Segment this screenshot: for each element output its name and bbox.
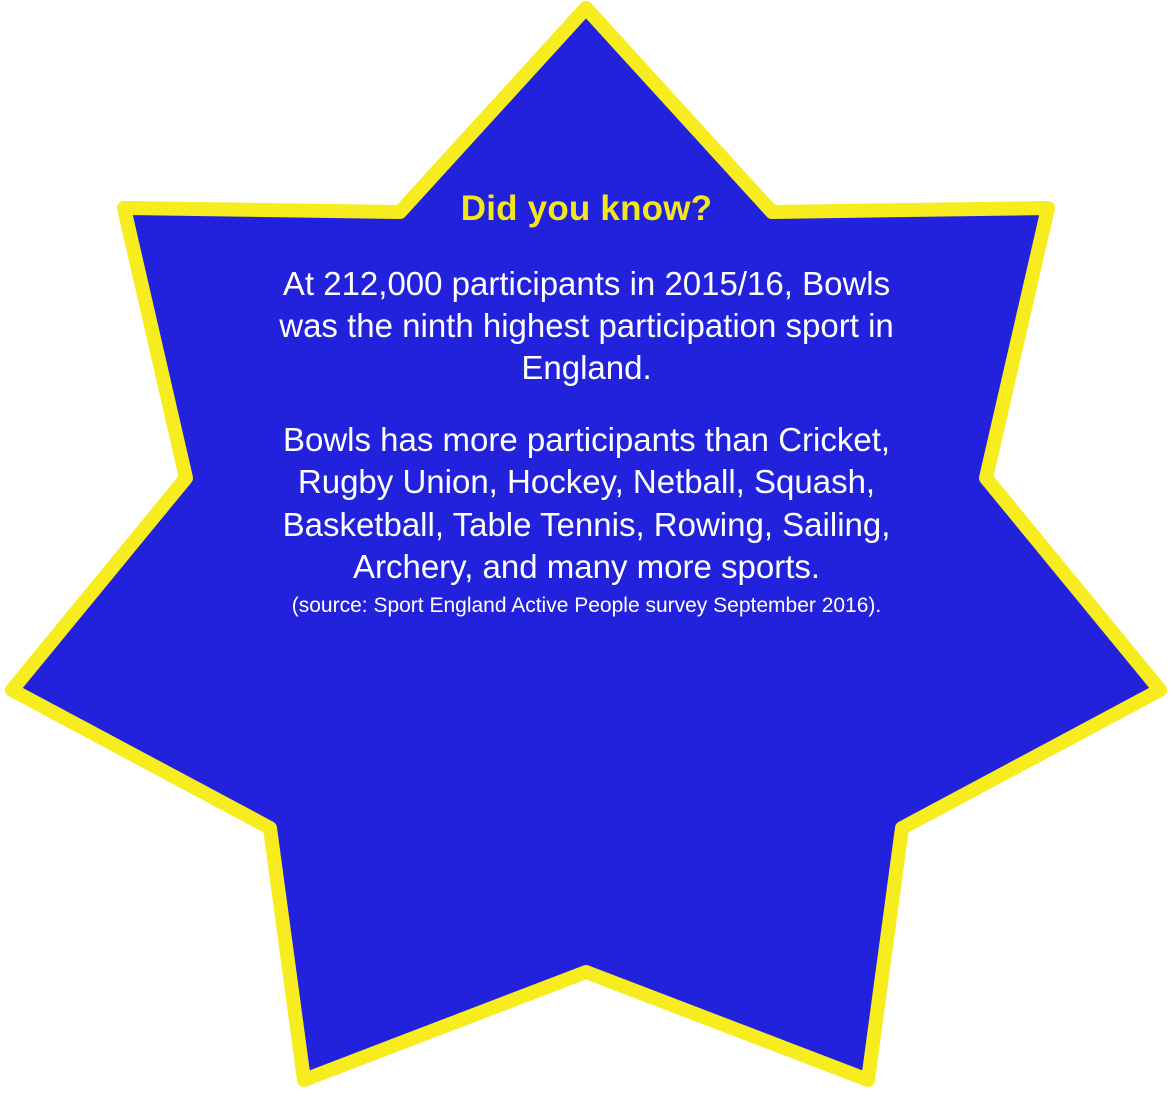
source-note: (source: Sport England Active People survey September 2016). [291,594,882,618]
paragraph-participation-stat: At 212,000 participants in 2015/16, Bowls was the ninth highest participation sport in England. [279,264,894,386]
page-title: Did you know? [460,189,713,228]
callout-text-block [267,190,907,620]
paragraph-comparison-sports: Bowls has more participants than Cricket, Rugby Union, Hockey, Netball, Squash, Basketball, Table Tennis, Rowing, Sailing, Archery, and many more sports. [282,421,891,585]
